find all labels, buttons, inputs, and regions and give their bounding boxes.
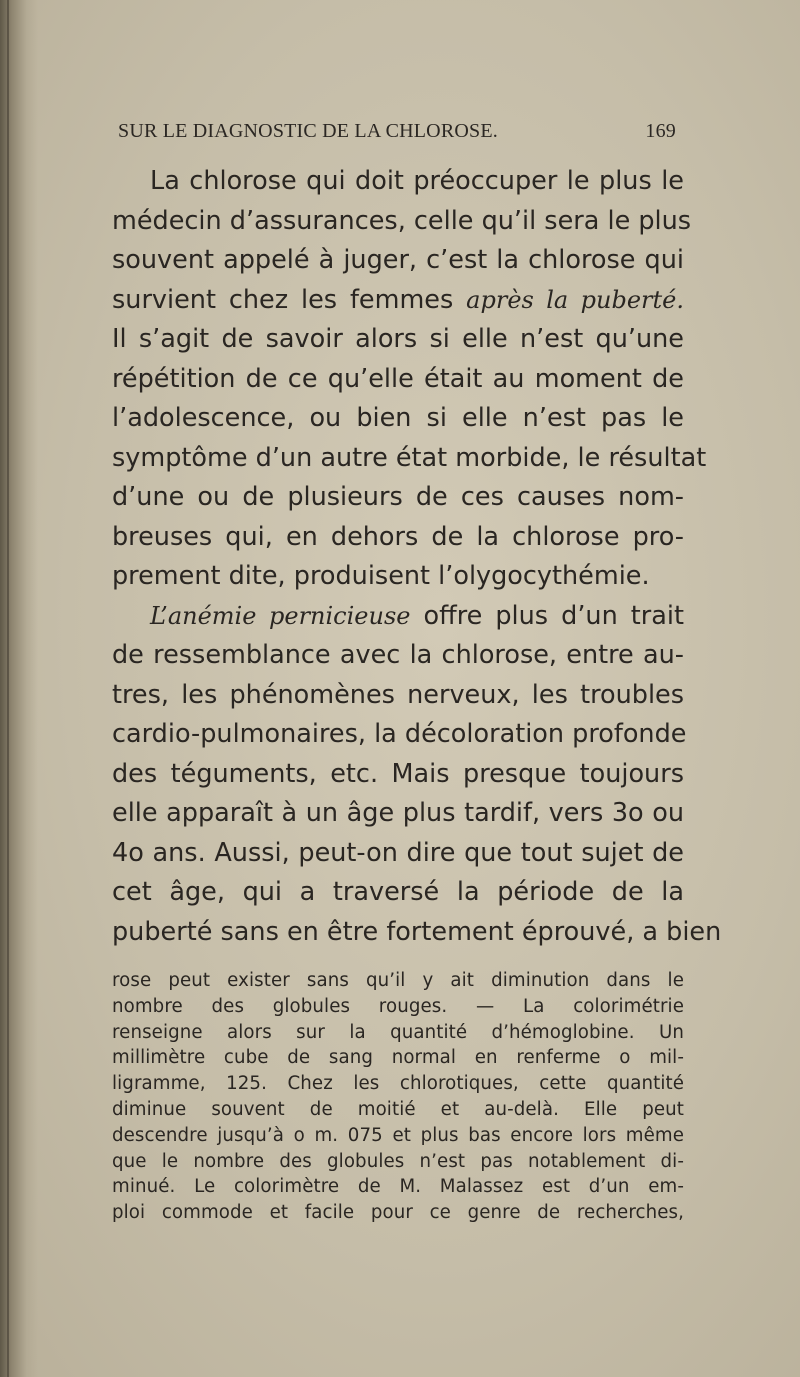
page-number: 169 [645,120,676,142]
text-line: breuses qui, en dehors de la chlorose pro- [112,521,684,552]
footnote-line: ligramme, 125. Chez les chlorotiques, cette quantité [112,1073,684,1095]
text-line: des téguments, etc. Mais presque toujours [112,758,684,789]
footnote-line: que le nombre des globules n’est pas notablement di- [112,1150,684,1172]
footnote-line: minué. Le colorimètre de M. Malassez est d’un em- [112,1176,684,1198]
text-line: cardio-pulmonaires, la décoloration profonde [112,719,687,749]
text-line: l’adolescence, ou bien si elle n’est pas le [112,403,684,433]
text-line: répétition de ce qu’elle était au moment de [112,363,684,394]
binding-shadow [0,0,38,1377]
text-line: 4o ans. Aussi, peut-on dire que tout sujet de [112,837,684,868]
footnote-line: nombre des globules rouges. — La colorimétrie [112,995,684,1017]
footnote-line: millimètre cube de sang normal en renferme o mil- [112,1047,684,1069]
footnote-line: renseigne alors sur la quantité d’hémoglobine. Un [112,1021,684,1043]
text-line: souvent appelé à juger, c’est la chlorose qui [112,245,684,275]
text-line: puberté sans en être fortement éprouvé, a bien [112,916,722,947]
text-line: de ressemblance avec la chlorose, entre au- [112,640,684,670]
footnote-block [112,968,684,1226]
footnote-line: rose peut exister sans qu’il y ait diminution dans le [112,970,684,991]
text-segment: offre plus d’un trait [410,600,684,631]
binding-edge-line [7,0,9,1377]
italic-phrase: L’anémie pernicieuse [150,601,411,630]
running-title: SUR LE DIAGNOSTIC DE LA CHLOROSE. [118,120,498,142]
main-text [112,162,722,952]
text-line: prement dite, produisent l’olygocythémie. [112,561,650,591]
footnote-line: diminue souvent de moitié et au-delà. Elle peut [112,1098,684,1120]
text-line: tres, les phénomènes nerveux, les troubles [112,679,684,710]
text-line: Il s’agit de savoir alors si elle n’est qu’une [112,324,684,354]
text-line [112,597,684,637]
text-line: symptôme d’un autre état morbide, le résultat [112,442,707,473]
text-line: médecin d’assurances, celle qu’il sera le plus [112,205,692,236]
running-header [118,120,676,146]
text-line: La chlorose qui doit préoccuper le plus le [150,166,684,196]
text-line: d’une ou de plusieurs de ces causes nom- [112,482,684,512]
footnote-line: descendre jusqu’à o m. 075 et plus bas encore lors même [112,1124,684,1146]
italic-phrase: après la puberté. [466,285,684,314]
text-line: elle apparaît à un âge plus tardif, vers 3o ou [112,798,684,828]
text-line [112,281,684,321]
footnote-line: ploi commode et facile pour ce genre de recherches, [112,1202,684,1224]
text-line: cet âge, qui a traversé la période de la [112,877,684,907]
text-segment: survient chez les femmes [112,284,467,315]
